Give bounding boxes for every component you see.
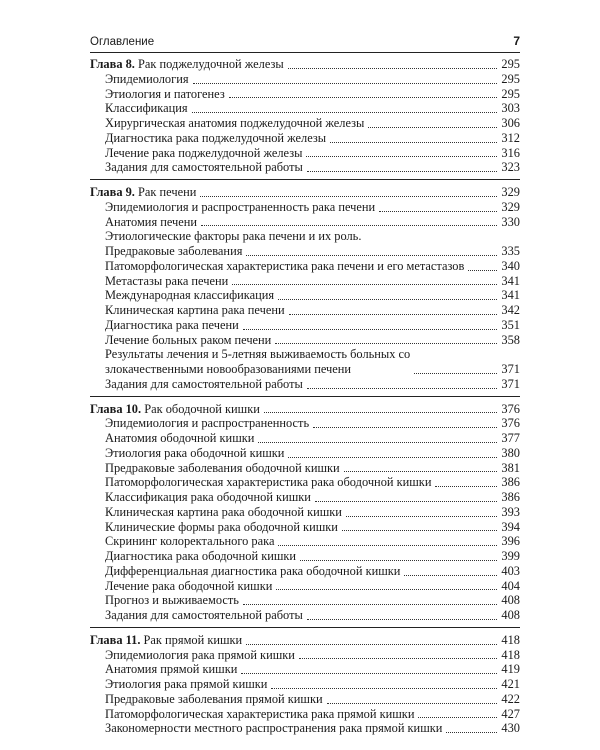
toc-entry-page-number: 351 [501,317,520,332]
toc-entry-title: Анатомия прямой кишки [105,662,238,677]
toc-entry[interactable] [90,116,520,131]
dot-leader [379,211,497,212]
toc-entry-title: Предраковые заболевания прямой кишки [105,691,323,706]
dot-leader [330,142,497,143]
chapter-number: Глава 9. [90,185,135,199]
toc-entry[interactable] [90,446,520,461]
toc-entry-page-number: 371 [501,376,520,391]
toc-entry-page-number: 306 [501,116,520,130]
dot-leader [275,343,497,344]
toc-entry-title-line: злокачественными новообразованиями печени [105,362,352,376]
toc-entry[interactable] [90,377,520,392]
chapter-page-number: 418 [501,632,520,647]
chapter-heading [90,633,242,648]
chapter-heading-entry[interactable] [90,402,520,417]
chapter-number: Глава 8. [90,57,135,71]
toc-entry-title: Патоморфологическая характеристика рака печени и его метастазов [105,258,465,273]
toc-entry-title: Предраковые заболевания ободочной кишки [105,460,340,475]
chapter-title: Рак поджелудочной железы [138,57,284,71]
toc-entry-title: Эпидемиология рака прямой кишки [105,647,295,662]
toc-entry-title: Патоморфологическая характеристика рака ободочной кишки [105,475,432,490]
toc-entry-title: Клиническая картина рака печени [105,303,285,317]
toc-entry-title: Этиология рака прямой кишки [105,677,268,691]
chapter-title: Рак прямой кишки [143,632,243,647]
dot-leader [243,329,498,330]
toc-entry[interactable] [90,333,520,348]
dot-leader [246,644,497,645]
chapter-heading [90,185,196,200]
toc-entry[interactable] [90,259,520,274]
dot-leader [404,575,497,576]
dot-leader [278,299,497,300]
dot-leader [327,703,498,704]
dot-leader [232,284,497,285]
toc-entry[interactable] [90,87,520,102]
toc-entry[interactable] [90,416,520,431]
toc-entry[interactable] [90,200,520,215]
toc-entry-title: Анатомия ободочной кишки [105,431,255,445]
chapter-page-number: 329 [501,185,520,199]
toc-entry-page-number: 386 [501,490,520,504]
dot-leader [418,717,497,718]
toc-entry-page-number: 419 [501,662,520,677]
toc-entry[interactable] [90,549,520,564]
toc-entry-page-number: 377 [501,431,520,445]
toc-entry[interactable] [90,288,520,303]
running-header [90,34,520,52]
dot-leader [192,112,498,113]
toc-entry-page-number: 335 [501,244,520,258]
toc-entry-page-number: 312 [501,130,520,145]
chapter-number: Глава 10. [90,401,142,416]
toc-entry[interactable] [90,215,520,230]
chapter-heading-entry[interactable] [90,57,520,72]
chapter-block [90,179,520,396]
toc-entry-page-number: 380 [501,445,520,460]
toc-entry-page-number: 386 [501,475,520,490]
dot-leader [288,68,498,69]
chapter-block [90,627,520,740]
toc-entry-page-number: 381 [501,460,520,475]
toc-entry-page-number: 376 [501,416,520,431]
dot-leader [276,589,497,590]
toc-entry-title: Эпидемиология [105,71,189,86]
toc-entry-title: Клиническая картина рака ободочной кишки [105,504,342,519]
toc-entry[interactable] [90,648,520,663]
toc-entry-title: Скрининг колоректального рака [105,534,275,549]
toc-entry-title: Диагностика рака поджелудочной железы [105,130,327,145]
toc-entry-title: Лечение рака поджелудочной железы [105,145,303,160]
header-title: Оглавление [90,36,155,48]
toc-entry[interactable] [90,579,520,594]
toc-entry-page-number: 396 [501,534,520,549]
toc-entry-title: Анатомия печени [105,214,198,229]
dot-leader [344,471,498,472]
dot-leader [446,732,497,733]
toc-entry-title: Задания для самостоятельной работы [105,160,303,175]
toc-entry[interactable] [90,274,520,289]
toc-entry-page-number: 329 [501,199,520,214]
chapter-number: Глава 11. [90,632,141,647]
dot-leader [243,604,497,605]
toc-entry-page-number: 316 [501,145,520,160]
chapter-heading-entry[interactable] [90,185,520,200]
toc-entry[interactable] [90,608,520,623]
toc-entry[interactable] [90,505,520,520]
toc-entry-title: Предраковые заболевания [105,244,243,258]
toc-entry[interactable] [90,72,520,87]
toc-entry-page-number: 399 [501,549,520,563]
header-page-number: 7 [513,34,520,48]
table-of-contents [90,57,520,740]
toc-entry[interactable] [90,721,520,736]
chapter-heading-entry[interactable] [90,633,520,648]
dot-leader [346,516,497,517]
toc-entry[interactable] [90,692,520,707]
toc-entry-page-number: 408 [501,593,520,608]
dot-leader [258,442,497,443]
dot-leader [246,255,497,256]
toc-entry-page-number: 340 [501,258,520,273]
chapter-page-number: 295 [501,57,520,71]
toc-entry-title-line: Результаты лечения и 5-летняя выживаемость больных со [105,347,411,362]
dot-leader [241,673,497,674]
toc-entry[interactable] [90,707,520,722]
dot-leader [288,457,497,458]
toc-entry-title: Закономерности местного распространения рака прямой кишки [105,721,443,736]
toc-entry-page-number: 341 [501,273,520,288]
toc-entry-title: Этиология рака ободочной кишки [105,445,285,460]
toc-entry[interactable] [90,347,520,377]
toc-entry[interactable] [90,461,520,476]
dot-leader [201,225,497,226]
dot-leader [307,619,498,620]
toc-entry-title: Метастазы рака печени [105,273,229,288]
toc-entry-title: Эпидемиология и распространенность [105,416,310,431]
chapter-block [90,57,520,179]
toc-entry-title: Классификация рака ободочной кишки [105,490,311,504]
header-divider [90,52,520,53]
toc-entry-title: Диагностика рака печени [105,317,239,332]
dot-leader [306,156,497,157]
chapter-heading [90,402,260,417]
toc-entry[interactable] [90,131,520,146]
toc-entry-title: Международная классификация [105,288,275,303]
toc-entry[interactable] [90,160,520,175]
toc-entry-title [105,347,410,377]
toc-entry-page-number: 394 [501,519,520,534]
toc-entry-title: Дифференциальная диагностика рака ободочной кишки [105,563,401,578]
dot-leader [468,270,497,271]
toc-entry-title: Патоморфологическая характеристика рака прямой кишки [105,706,415,721]
toc-entry[interactable] [90,101,520,116]
toc-entry-title: Клинические формы рака ободочной кишки [105,519,338,534]
toc-entry-title: Диагностика рака ободочной кишки [105,549,297,563]
toc-entry-page-number: 303 [501,101,520,116]
toc-entry[interactable] [90,593,520,608]
toc-entry[interactable] [90,677,520,692]
toc-entry-title: Лечение больных раком печени [105,332,272,347]
dot-leader [299,658,498,659]
dot-leader [307,388,498,389]
dot-leader [200,196,497,197]
toc-entry-page-number: 295 [501,71,520,86]
toc-entry[interactable] [90,244,520,259]
toc-entry[interactable] [90,564,520,579]
dot-leader [289,314,498,315]
toc-entry-page-number: 371 [501,362,520,376]
toc-entry-page-number: 295 [501,86,520,101]
toc-entry-title: Этиология и патогенез [105,86,225,101]
toc-entry-title: Прогноз и выживаемость [105,593,239,608]
chapter-title: Рак ободочной кишки [144,401,260,416]
toc-entry[interactable] [90,431,520,446]
toc-entry[interactable] [90,520,520,535]
toc-entry-page-number: 403 [501,563,520,578]
toc-entry-title: Эпидемиология и распространенность рака печени [105,199,376,214]
dot-leader [229,97,498,98]
toc-entry-page-number: 408 [501,608,520,622]
chapter-block [90,396,520,627]
toc-entry-title: Лечение рака ободочной кишки [105,578,273,593]
toc-entry[interactable] [90,303,520,318]
toc-entry-page-number: 404 [501,578,520,593]
toc-entry-title: Классификация [105,101,188,116]
toc-entry[interactable] [90,146,520,161]
dot-leader [278,545,497,546]
toc-entry[interactable] [90,534,520,549]
dot-leader [300,560,497,561]
toc-entry-page-number: 418 [501,647,520,662]
toc-entry[interactable] [90,490,520,505]
dot-leader [264,412,498,413]
toc-entry-page-number: 421 [501,677,520,691]
toc-entry[interactable] [90,229,520,244]
toc-entry-page-number: 323 [501,160,520,175]
dot-leader [368,127,497,128]
chapter-page-number: 376 [501,401,520,416]
toc-entry-title: Задания для самостоятельной работы [105,608,303,622]
toc-entry-page-number: 427 [501,706,520,721]
toc-entry-page-number: 393 [501,504,520,519]
dot-leader [307,171,498,172]
toc-entry[interactable] [90,475,520,490]
dot-leader [342,530,498,531]
dot-leader [313,427,497,428]
dot-leader [435,486,497,487]
dot-leader [414,373,497,374]
toc-entry-title: Хирургическая анатомия поджелудочной железы [105,116,365,130]
toc-entry-page-number: 342 [501,303,520,317]
dot-leader [271,688,497,689]
toc-entry-title: Задания для самостоятельной работы [105,376,303,391]
toc-entry[interactable] [90,662,520,677]
chapter-heading [90,57,284,72]
toc-entry-page-number: 341 [501,288,520,303]
toc-entry-page-number: 422 [501,691,520,706]
toc-entry-page-number: 330 [501,214,520,229]
dot-leader [193,83,498,84]
toc-entry-page-number: 358 [501,332,520,347]
toc-entry-page-number: 430 [501,721,520,736]
dot-leader [315,501,498,502]
toc-entry[interactable] [90,318,520,333]
toc-entry-title: Этиологические факторы рака печени и их роль. [105,229,362,244]
chapter-title: Рак печени [138,185,197,199]
